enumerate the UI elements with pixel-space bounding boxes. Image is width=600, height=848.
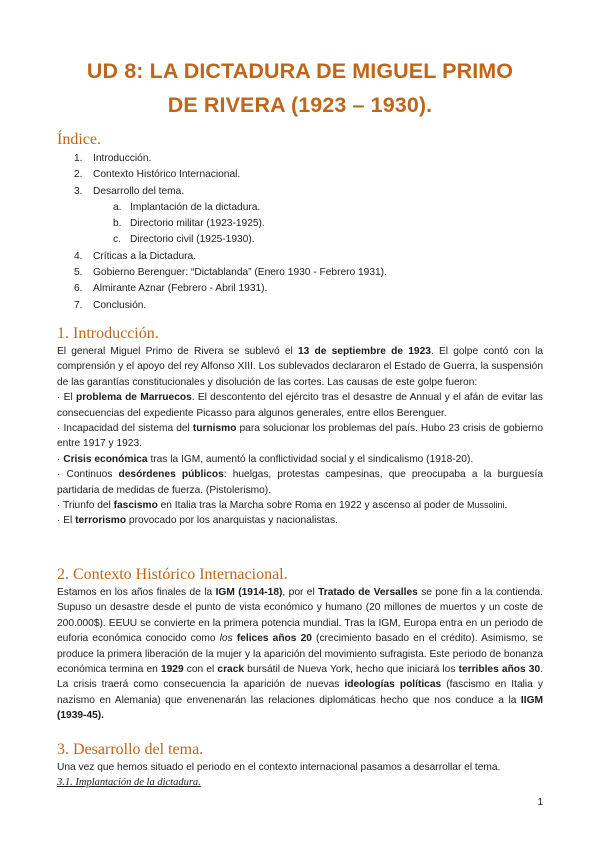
- toc-item: 2. Contexto Histórico Internacional.: [74, 169, 241, 181]
- desarrollo-heading: 3. Desarrollo del tema.: [57, 741, 204, 758]
- intro-section: [57, 344, 543, 529]
- title-line-2: DE RIVERA (1923 – 1930).: [167, 93, 433, 117]
- cause-item: · Crisis económica tras la IGM, aumentó la conflictividad social y el sindicalismo (1918-20).: [57, 453, 474, 465]
- toc-item: 6. Almirante Aznar (Febrero - Abril 1931).: [74, 283, 268, 295]
- toc-item: 5. Gobierno Berenguer: “Dictablanda” (Enero 1930 - Febrero 1931).: [74, 267, 387, 279]
- cause-item: · El problema de Marruecos. El descontento del ejército tras el desastre de Annual y el afán de evitar las consecuencias del expediente Picasso para algunos generales, entre ellos Berenguer.: [57, 392, 543, 419]
- title-line-1: UD 8: LA DICTADURA DE MIGUEL PRIMO: [86, 59, 514, 83]
- contexto-section: [57, 585, 543, 724]
- page-number: 1: [537, 797, 543, 808]
- intro-paragraph: El general Miguel Primo de Rivera se sublevó el 13 de septiembre de 1923. El golpe contó con la comprensión y el apoyo del rey Alfonso XIII. Los sublevados declararon el Estado de Guerra, la suspensión de las garantías constitucionales y disolución de las cortes. Las causas de este golpe fueron:: [57, 346, 543, 388]
- toc-item: 4. Críticas a la Dictadura.: [74, 250, 197, 262]
- cause-item: · El terrorismo provocado por los anarquistas y nacionalistas.: [57, 515, 338, 527]
- contexto-heading: 2. Contexto Histórico Internacional.: [57, 566, 288, 583]
- toc-subitem: c. Directorio civil (1925-1930).: [113, 234, 255, 246]
- cause-item: · Incapacidad del sistema del turnismo para solucionar los problemas del país. Hubo 23 crisis de gobierno entre 1917 y 1923.: [57, 423, 543, 450]
- toc-item: 7. Conclusión.: [74, 299, 147, 311]
- indice-heading: Índice.: [57, 131, 101, 148]
- toc-item: 3. Desarrollo del tema.: [74, 185, 185, 197]
- table-of-contents: [57, 151, 557, 314]
- document-title: [0, 54, 600, 122]
- desarrollo-paragraph: Una vez que hemos situado el periodo en el contexto internacional pasamos a desarrollar el tema.: [57, 762, 501, 773]
- cause-item: · Triunfo del fascismo en Italia tras la Marcha sobre Roma en 1922 y ascenso al poder de Mussolini.: [57, 500, 508, 512]
- toc-subitem: b. Directorio militar (1923-1925).: [113, 218, 265, 230]
- contexto-paragraph: Estamos en los años finales de la IGM (1914-18), por el Tratado de Versalles se pone fin a la contienda. Supuso un desastre desde el punto de vista económico y humano (20 millones de muertos y un coste de 200.000$). EEUU se convierte en la primera potencia mundial. Tras la IGM, Europa entra en un periodo de euforia económica conocido como los felices años 20 (crecimiento basado en el crédito). Asimismo, se produce la primera liberación de la mujer y la aparición del movimiento sufragista. Este periodo de bonanza económica termina en 1929 con el crack bursátil de Nueva York, hecho que iniciará los terribles años 30. La crisis traerá como consecuencia la aparición de nuevas ideologías políticas (fascismo en Italia y nazismo en Alemania) que envenenarán las relaciones diplomáticas hecho que nos conduce a la IIGM (1939-45).: [57, 587, 543, 722]
- subsection-heading: 3.1. Implantación de la dictadura.: [57, 777, 201, 788]
- toc-item: 1. Introducción.: [74, 153, 152, 164]
- intro-heading: 1. Introducción.: [57, 325, 159, 342]
- cause-item: · Continuos desórdenes públicos: huelgas, protestas campesinas, que preocupaba a la burguesía partidaria de medidas de fuerza. (Pistolerismo).: [57, 469, 543, 496]
- toc-subitem: a. Implantación de la dictadura.: [113, 201, 261, 213]
